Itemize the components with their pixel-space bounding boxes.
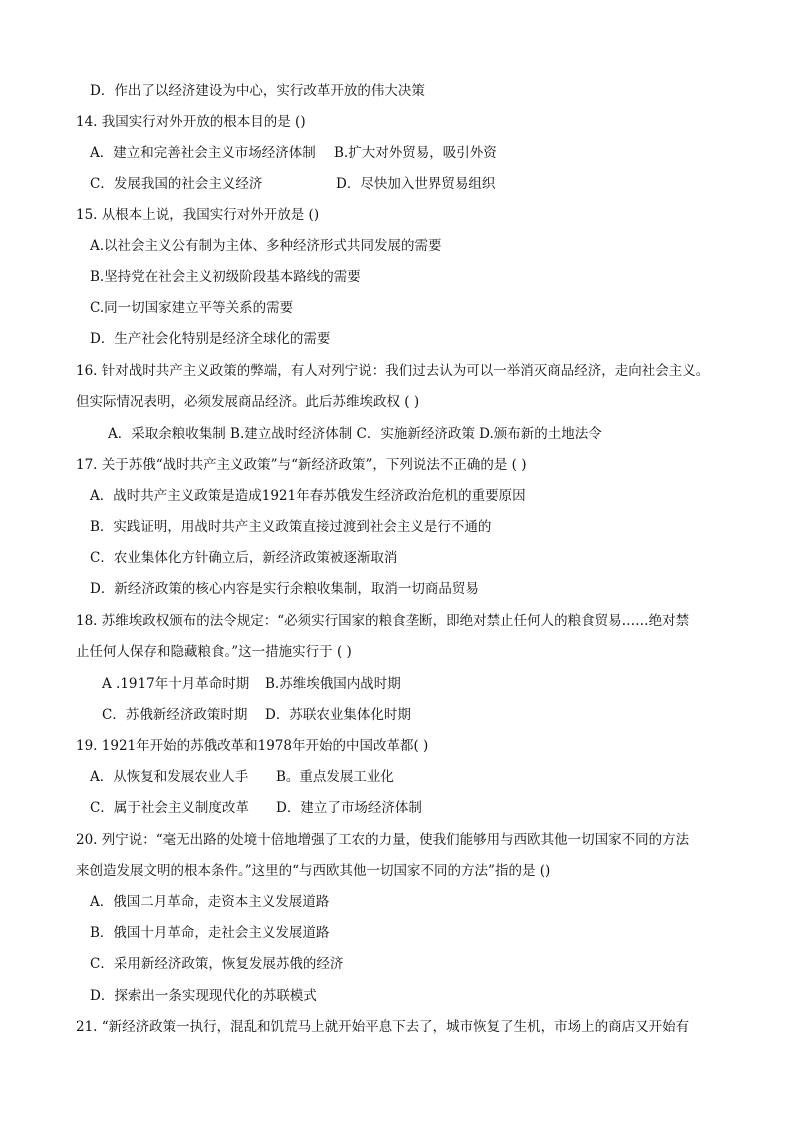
q15-option-b: B.坚持党在社会主义初级阶段基本路线的需要 (90, 269, 361, 285)
q20-option-a: A．俄国二月革命，走资本主义发展道路 (90, 894, 330, 910)
q18-option-b: B.苏维埃俄国内战时期 (265, 676, 401, 692)
q14-option-c: C．发展我国的社会主义经济 (90, 176, 263, 192)
q18-stem-line2: 止任何人保存和隐藏粮食。”这一措施实行于 ( ) (76, 644, 352, 660)
q20-stem-line2: 来创造发展文明的根本条件。”这里的“与西欧其他一切国家不同的方法”指的是 () (76, 863, 551, 879)
q14-option-d: D．尽快加入世界贸易组织 (336, 176, 496, 192)
q19-option-d: D．建立了市场经济体制 (276, 800, 422, 816)
q15-option-a: A.以社会主义公有制为主体、多种经济形式共同发展的需要 (90, 238, 442, 254)
q16-stem-line2: 但实际情况表明，必须发展商品经济。此后苏维埃政权 ( ) (76, 394, 420, 410)
q18-option-c: C．苏俄新经济政策时期 (102, 707, 248, 723)
q17-option-b: B．实践证明，用战时共产主义政策直接过渡到社会主义是行不通的 (90, 519, 492, 535)
q16-options: A．采取余粮收集制 B.建立战时经济体制 C．实施新经济政策 D.颁布新的土地法令 (108, 426, 602, 442)
q18-option-a: A .1917年十月革命时期 (102, 676, 250, 692)
q21-stem-line1: 21. “新经济政策一执行，混乱和饥荒马上就开始平息下去了，城市恢复了生机，市场上的商店又开始有 (76, 1019, 690, 1035)
q18-stem-line1: 18. 苏维埃政权颁布的法令规定：“必须实行国家的粮食垄断，即绝对禁止任何人的粮食贸易……绝对禁 (76, 613, 690, 629)
q14-option-b: B.扩大对外贸易，吸引外资 (334, 145, 497, 161)
q15-stem: 15. 从根本上说，我国实行对外开放是 () (76, 207, 320, 223)
q18-option-d: D．苏联农业集体化时期 (265, 707, 411, 723)
q20-stem-line1: 20. 列宁说：“毫无出路的处境十倍地增强了工农的力量，使我们能够用与西欧其他一切国家不同的方法 (76, 832, 690, 848)
q13-option-d: D．作出了以经济建设为中心，实行改革开放的伟大决策 (90, 83, 425, 99)
q17-option-a: A．战时共产主义政策是造成1921年春苏俄发生经济政治危机的重要原因 (90, 488, 526, 504)
q19-option-a: A．从恢复和发展农业人手 (90, 769, 249, 785)
q14-option-a: A．建立和完善社会主义市场经济体制 (90, 145, 316, 161)
q19-stem: 19. 1921年开始的苏俄改革和1978年开始的中国改革都( ) (76, 738, 429, 754)
q15-option-d: D．生产社会化特别是经济全球化的需要 (90, 331, 331, 347)
q16-stem-line1: 16. 针对战时共产主义政策的弊端，有人对列宁说：我们过去认为可以一举消灭商品经济，走向社会主义。 (76, 363, 710, 379)
q17-stem: 17. 关于苏俄“战时共产主义政策”与“新经济政策”，下列说法不正确的是 ( ) (76, 457, 527, 473)
q19-option-b: B。重点发展工业化 (276, 769, 394, 785)
q20-option-b: B．俄国十月革命，走社会主义发展道路 (90, 925, 330, 941)
q17-option-c: C．农业集体化方针确立后，新经济政策被逐渐取消 (90, 550, 398, 566)
q20-option-c: C．采用新经济政策，恢复发展苏俄的经济 (90, 956, 344, 972)
q20-option-d: D．探索出一条实现现代化的苏联模式 (90, 988, 317, 1004)
q14-stem: 14. 我国实行对外开放的根本目的是 () (76, 114, 306, 130)
q17-option-d: D．新经济政策的核心内容是实行余粮收集制，取消一切商品贸易 (90, 581, 479, 597)
q19-option-c: C．属于社会主义制度改革 (90, 800, 249, 816)
q15-option-c: C.同一切国家建立平等关系的需要 (90, 300, 294, 316)
